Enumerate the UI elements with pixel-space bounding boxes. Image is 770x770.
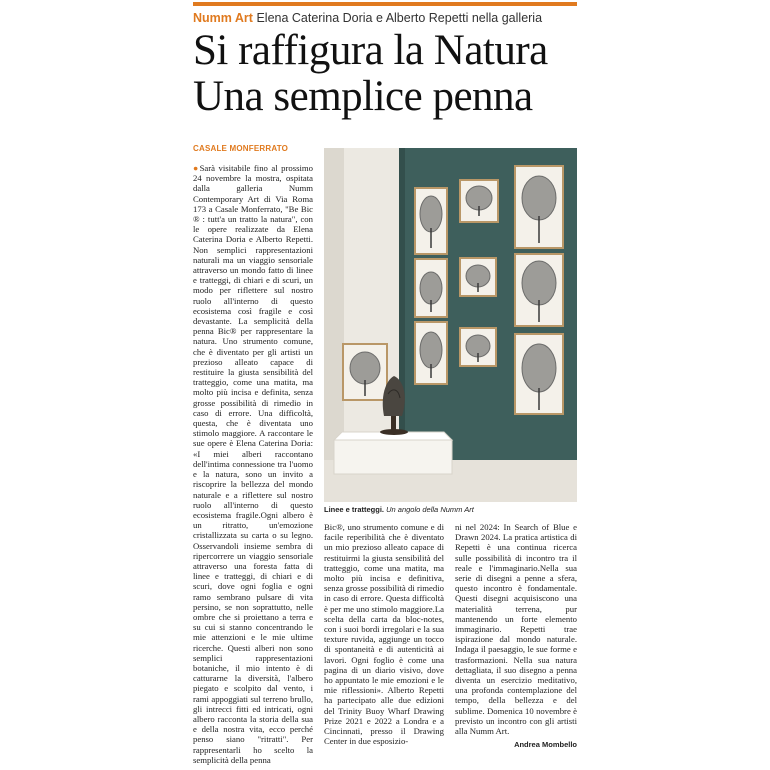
gallery-photo: [324, 148, 577, 502]
body-column-3: ni nel 2024: In Search of Blue e Drawn 2024. La pratica artistica di Repetti è una continua ricerca sulle possibilità di incontro tra il reale e l'immaginario.Nella sua serie di disegni a penne a sfera, questo incontro è fondamentale. Questi disegni acquisiscono una materialità terrena, pur mantenendo un forte elemento immaginario. Repetti trae ispirazione dal mondo naturale. Indaga il paesaggio, le sue forme e trasformazioni. Nella sua natura dettagliata, il suo disegno a penna diventa un esercizio meditativo, una profonda contemplazione del tempo, della bellezza e del sublime. Domenica 10 novembre è previsto un incontro con gli artisti alla Numm Art.: [455, 522, 577, 737]
headline-line-1: Si raffigura la Natura: [193, 27, 548, 74]
kicker-brand: Numm Art: [193, 11, 253, 25]
body-column-1-text: Sarà visitabile fino al prossimo 24 novembre la mostra, ospitata dalla galleria Numm Contemporary Art di Via Roma 173 a Casale Monferrato, "Be Bic ® : tutt'a un tratto la natura", con le opere realizzate da Elena Caterina Doria e Alberto Repetti. Non semplici rappresentazioni naturali ma un viaggio sensoriale attraverso un mondo fatto di linee e tratteggi, di chiari e di scuri, un modo per riflettere sul nostro ruolo all'interno di questo ecosistema così fragile e così devastante. La semplicità della penna Bic® per rappresentare la natura. Uno strumento comune, che è diventato per gli artisti un prezioso alleato capace di restituire la giusta sensibilità del tratteggio, come una matita, ma molto più incisa e definita, senza grosse possibilità di rimedio in caso di errore. Una difficoltà, questa, che è diventata uno stimolo maggiore. A raccontare le sue opere è Elena Caterina Doria: «I miei alberi raccontano dell'intima connessione tra l'uomo e la natura, sono un invito a riscoprire la bellezza del mondo naturale e a riflettere sul nostro ruolo all'interno di questo ecosistema fragile.Ogni albero è un ritratto, un'emozione cristallizzata su carta o su legno. Osservandoli insieme sembra di ripercorrere un viaggio sensoriale attraverso una foresta fatta di linee e tratteggi, di chiari e di scuri, dove ogni foglia e ogni ramo sembrano pulsare di vita persino, se non soprattutto, nelle ombre che si proiettano a terra e su cui si stanno concentrando le mie attenzioni e le mie ultime ricerche. Questi alberi non sono semplici rappresentazioni botaniche, il mio intento è di catturarne la diversità, l'albero piegato e scolpito dal vento, i rami appoggiati sul terreno brullo, gli intrecci fitti ed intricati, ogni albero racconta la storia della sua e della nostra vita, ecco perché penso siano "ritratti". Per rappresentarli ho scelto la semplicità della penna: [193, 163, 314, 765]
body-column-1: [193, 163, 313, 765]
headline: [193, 28, 577, 120]
author-signature: Andrea Mombello: [514, 740, 577, 749]
headline-line-2: Una semplice penna: [193, 73, 533, 120]
caption-bold: Linee e tratteggi.: [324, 505, 385, 514]
gallery-photo-illustration: [324, 148, 577, 502]
kicker: [193, 11, 542, 25]
top-accent-bar: [193, 2, 577, 6]
bullet-dot-icon: ●: [193, 163, 200, 173]
photo-caption: [324, 505, 577, 514]
article: [193, 0, 577, 770]
caption-text: Un angolo della Numm Art: [386, 505, 474, 514]
dateline: CASALE MONFERRATO: [193, 144, 289, 153]
body-column-2: Bic®, uno strumento comune e di facile reperibilità che è diventato un mio prezioso alleato capace di restituirmi la giusta sensibilità del tratteggio, come una matita, ma molto più incisa e definitiva, senza grosse possibilità di rimedio in caso di errore. Questa difficoltà è per me uno stimolo maggiore.La scelta della carta da bloc-notes, con i suoi bordi irregolari e la sua texture ruvida, aggiunge un tocco di spontaneità e di autenticità ai lavori. Ogni foglio è come una pagina di un diario visivo, dove ho appuntato le mie emozioni e le mie riflessioni». Alberto Repetti ha partecipato alle due edizioni del Trinity Buoy Wharf Drawing Prize 2021 e 2022 a Londra e a Cincinnati, presso il Drawing Center in due esposizio-: [324, 522, 444, 747]
kicker-subtitle: Elena Caterina Doria e Alberto Repetti nella galleria: [256, 11, 543, 25]
